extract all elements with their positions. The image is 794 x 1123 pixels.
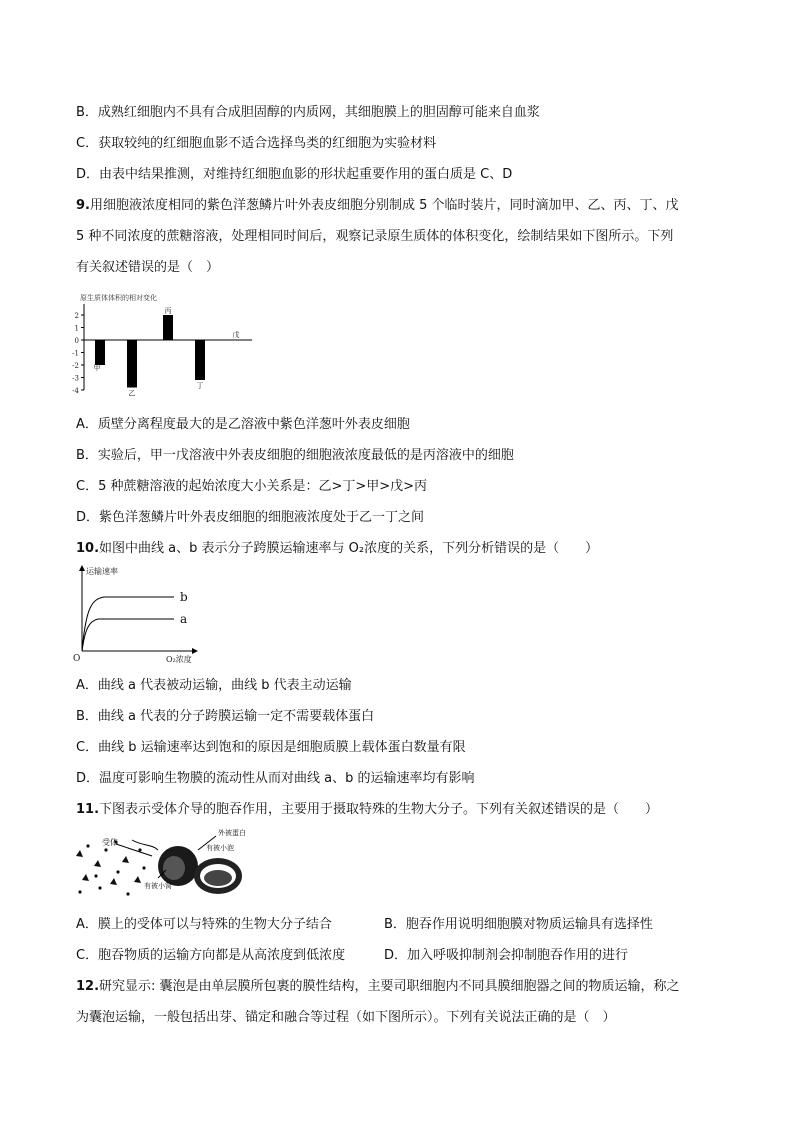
q9-bar-label-4: 戊 [232,331,240,339]
q10-option-a: A．曲线 a 代表被动运输，曲线 b 代表主动运输 [76,678,352,693]
q11-membrane [132,840,158,850]
q8-option-c: C．获取较纯的红细胞血影不适合选择鸟类的红细胞为实验材料 [76,136,437,151]
q11-option-d: D．加入呼吸抑制剂会抑制胞吞作用的进行 [384,948,629,963]
q9-stem-line3: 有关叙述错误的是（ ） [76,260,220,275]
q9-bars [94,307,240,398]
q12-number: 12. [76,979,100,994]
q11-label-coated-vesicle: 有被小泡 [206,844,234,852]
q9-option-b: B．实验后，甲一戊溶液中外表皮细胞的细胞液浓度最低的是丙溶液中的细胞 [76,448,514,463]
q9-chart-title: 原生质体体积的相对变化 [80,294,157,302]
q10-x-arrow [192,648,198,654]
q10-x-label: O₂浓度 [166,655,192,664]
q8-option-b: B．成熟红细胞内不具有合成胆固醇的内质网，其细胞膜上的胆固醇可能来自血浆 [76,105,540,120]
q9-y-tick-label: 0 [74,337,79,345]
q10-stem [76,540,598,558]
q9-bar-0 [95,340,105,365]
q11-option-c: C．胞吞物质的运输方向都是从高浓度到低浓度 [76,948,346,963]
q10-curve-b [82,597,174,651]
q9-y-tick-label: 2 [74,312,79,320]
q10-origin-label: O [73,654,81,664]
q9-y-tick-label: -3 [72,374,79,383]
q8-option-d: D．由表中结果推测，对维持红细胞血影的形状起重要作用的蛋白质是 C、D [76,167,513,182]
q12-stem-line2: 为囊泡运输，一般包括出芽、锚定和融合等过程（如下图所示）。下列有关说法正确的是（ ） [76,1010,616,1025]
q11-stem-text: 下图表示受体介导的胞吞作用，主要用于摄取特殊的生物大分子。下列有关叙述错误的是（ ） [99,802,659,817]
q9-bar-label-1: 乙 [128,389,136,398]
q11-label-coat: 外被蛋白 [218,829,246,837]
q11-receptor-leader [116,844,152,856]
q9-bar-label-2: 丙 [164,307,172,315]
q9-y-tick-label: -4 [72,387,79,395]
q11-number: 11. [76,802,100,817]
q9-bar-chart [60,290,260,400]
q11-pit-inner [163,856,185,880]
q10-curve-b-label: b [180,590,188,604]
q10-curve-a [82,619,174,651]
q9-bar-3 [195,340,205,380]
q10-line-chart [70,565,200,667]
q10-option-b: B．曲线 a 代表的分子跨膜运输一定不需要载体蛋白 [76,709,375,724]
q10-stem-text: 如图中曲线 a、b 表示分子跨膜运输速率与 O₂浓度的关系，下列分析错误的是（ ） [99,541,599,556]
q11-option-a: A．膜上的受体可以与特殊的生物大分子结合 [76,917,332,932]
q10-option-d: D．温度可影响生物膜的流动性从而对曲线 a、b 的运输速率均有影响 [76,771,475,786]
q11-label-coated-pit: 有被小窝 [144,882,172,890]
q11-option-b: B．胞吞作用说明细胞膜对物质运输具有选择性 [384,917,653,932]
q9-option-d: D．紫色洋葱鳞片叶外表皮细胞的细胞液浓度处于乙一丁之间 [76,510,425,525]
q9-stem-text1: 用细胞液浓度相同的紫色洋葱鳞片叶外表皮细胞分别制成 5 个临时装片，同时滴加甲、乙、丙、丁、戊 [89,198,679,213]
q10-y-arrow [79,565,85,571]
q12-stem-text1: 研究显示: 囊泡是由单层膜所包裹的膜性结构，主要司职细胞内不同具膜细胞器之间的物质运输，称之 [99,979,680,994]
q10-number: 10. [76,541,100,556]
q9-y-tick-label: 1 [74,324,79,333]
q9-number: 9. [76,198,90,213]
q11-stem [76,801,658,819]
q9-stem-line1 [76,197,679,215]
q9-bar-label-0: 甲 [93,364,101,372]
q9-option-a: A．质壁分离程度最大的是乙溶液中紫色洋葱叶外表皮细胞 [76,417,410,432]
q11-endocytosis-diagram [72,826,252,900]
q9-option-c: C．5 种蔗糖溶液的起始浓度大小关系是：乙>丁>甲>戊>丙 [76,479,428,494]
q9-bar-label-3: 丁 [196,382,204,390]
q9-y-tick-label: -1 [72,349,79,358]
q11-molecules [76,840,146,895]
q11-vesicle-core [204,870,232,886]
q9-bar-2 [163,315,173,340]
q10-y-label: 运输速率 [86,567,118,576]
q11-label-receptor: 受体 [102,838,118,847]
q10-curve-a-label: a [180,612,188,626]
q9-y-tick-label: -2 [72,362,79,370]
q10-option-c: C．曲线 b 运输速率达到饱和的原因是细胞质膜上载体蛋白数量有限 [76,740,466,755]
q9-y-ticks [72,312,84,395]
q12-stem-line1 [76,978,680,996]
q9-bar-1 [127,340,137,388]
q9-stem-line2: 5 种不同浓度的蔗糖溶液，处理相同时间后，观察记录原生质体的体积变化，绘制结果如下图所示。下列 [76,229,674,244]
